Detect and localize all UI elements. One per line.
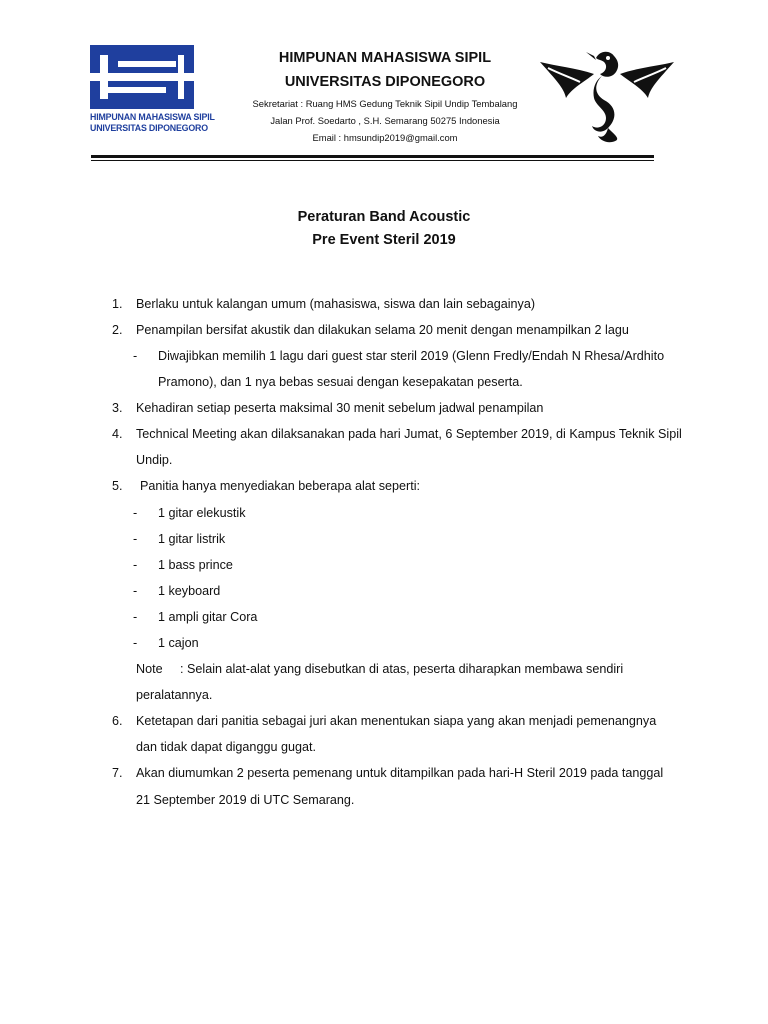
equipment-dash: - <box>133 532 138 546</box>
equipment-dash: - <box>133 584 138 598</box>
rule-1-number: 1. <box>112 297 123 311</box>
equipment-item: 1 ampli gitar Cora <box>158 610 258 624</box>
equipment-dash: - <box>133 506 138 520</box>
rule-5-number: 5. <box>112 479 123 493</box>
rule-7-line2: 21 September 2019 di UTC Semarang. <box>136 793 355 807</box>
equipment-item: 1 keyboard <box>158 584 221 598</box>
header-divider-thick <box>91 155 654 158</box>
equipment-item: 1 gitar listrik <box>158 532 226 546</box>
rule-3-number: 3. <box>112 401 123 415</box>
logo-text-line2: UNIVERSITAS DIPONEGORO <box>90 123 208 134</box>
rule-2-text: Penampilan bersifat akustik dan dilakukan selama 20 menit dengan menampilkan 2 lagu <box>136 323 629 337</box>
equipment-item: 1 gitar elekustik <box>158 506 246 520</box>
equipment-dash: - <box>133 636 138 650</box>
address-text: Jalan Prof. Soedarto , S.H. Semarang 50275 Indonesia <box>270 115 500 126</box>
rule-6-number: 6. <box>112 714 123 728</box>
note-line2: peralatannya. <box>136 688 213 702</box>
rule-2-sub-dash: - <box>133 349 138 363</box>
hms-emblem-icon <box>90 45 194 109</box>
equipment-item: 1 cajon <box>158 636 199 650</box>
rule-2-number: 2. <box>112 323 123 337</box>
rule-4-number: 4. <box>112 427 123 441</box>
document-subtitle: Pre Event Steril 2019 <box>312 232 456 248</box>
phoenix-bird-icon <box>536 48 678 144</box>
university-name: UNIVERSITAS DIPONEGORO <box>284 74 486 90</box>
org-name: HIMPUNAN MAHASISWA SIPIL <box>278 50 492 66</box>
rule-2-sub-line2: Pramono), dan 1 nya bebas sesuai dengan kesepakatan peserta. <box>158 375 523 389</box>
rule-4-line2: Undip. <box>136 453 173 467</box>
note-label: Note <box>136 662 163 676</box>
equipment-dash: - <box>133 558 138 572</box>
email-text: Email : hmsundip2019@gmail.com <box>312 132 458 143</box>
rule-6-line2: dan tidak dapat diganggu gugat. <box>136 740 316 754</box>
rule-4-line1: Technical Meeting akan dilaksanakan pada hari Jumat, 6 September 2019, di Kampus Teknik Sipil <box>136 427 682 441</box>
rule-6-line1: Ketetapan dari panitia sebagai juri akan menentukan siapa yang akan menjadi pemenangnya <box>136 714 657 728</box>
rule-1-text: Berlaku untuk kalangan umum (mahasiswa, siswa dan lain sebagainya) <box>136 297 536 311</box>
rule-7-line1: Akan diumumkan 2 peserta pemenang untuk ditampilkan pada hari-H Steril 2019 pada tanggal <box>136 766 664 780</box>
hms-logo <box>90 45 215 134</box>
equipment-dash: - <box>133 610 138 624</box>
rule-5-text: Panitia hanya menyediakan beberapa alat seperti: <box>140 479 421 493</box>
header-divider-thin <box>91 160 654 161</box>
note-line1: : Selain alat-alat yang disebutkan di atas, peserta diharapkan membawa sendiri <box>180 662 624 676</box>
equipment-item: 1 bass prince <box>158 558 233 572</box>
secretariat-text: Sekretariat : Ruang HMS Gedung Teknik Sipil Undip Tembalang <box>252 98 518 109</box>
rule-2-sub-line1: Diwajibkan memilih 1 lagu dari guest star steril 2019 (Glenn Fredly/Endah N Rhesa/Ardhito <box>158 349 665 363</box>
rule-7-number: 7. <box>112 766 123 780</box>
rule-3-text: Kehadiran setiap peserta maksimal 30 menit sebelum jadwal penampilan <box>136 401 544 415</box>
document-title: Peraturan Band Acoustic <box>297 209 471 225</box>
logo-text-line1: HIMPUNAN MAHASISWA SIPIL <box>90 112 215 123</box>
